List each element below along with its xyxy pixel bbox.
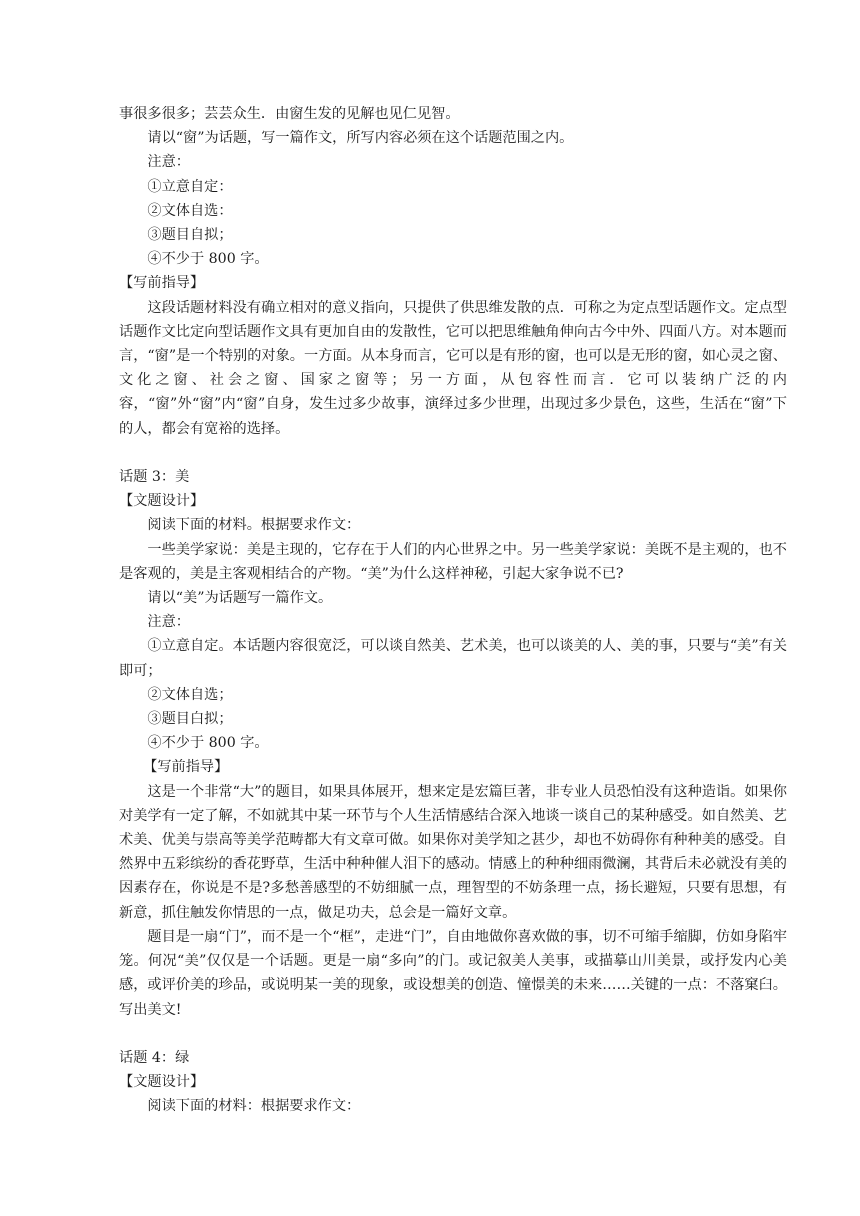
notice-item: ③题目自拟； [147, 227, 233, 244]
guide-paragraph: 这是一个非常“大”的题目，如果具体展开，想来定是宏篇巨著，非专业人员恐怕没有这种造诣。如果你对美学有一定了解，不如就其中某一环节与个人生活情感结合深入地谈一谈自己的某种感受。如自然美、艺术美、优美与崇高等美学范畴都大有文章可做。如果你对美学知之甚少，却也不妨碍你有种种美的感受。自然界中五彩缤纷的香花野草，生活中种种催人泪下的感动。情感上的种种细雨微澜，其背后未必就没有美的因素存在，你说是不是?多愁善感型的不妨细腻一点，理智型的不妨条理一点，扬长避短，只要有思想，有新意，抓住触发你情思的一点，做足功夫，总会是一篇好文章。 [119, 783, 787, 921]
spacer [119, 441, 787, 465]
topic-title: 话题 3：美 [119, 469, 190, 486]
notice-item: ④不少于 800 字。 [147, 735, 269, 752]
design-heading: 【文题设计】 [119, 1074, 205, 1091]
continued-line: 事很多很多；芸芸众生．由窗生发的见解也见仁见智。 [119, 106, 460, 122]
guide-heading: 【写前指导】 [119, 275, 205, 292]
notice-item: ①立意自定。本话题内容很宽泛，可以谈自然美、艺术美，也可以谈美的人、美的事，只要与“美”有关即可； [119, 638, 787, 679]
instruction: 阅读下面的材料。根据要求作文： [147, 517, 361, 534]
guide-paragraph: 这段话题材料没有确立相对的意义指向，只提供了供思维发散的点．可称之为定点型话题作文。定点型话题作文比定向型话题作文具有更加自由的发散性，它可以把思维触角伸向古今中外、四面八方。对本题而言，“窗”是一个特别的对象。一方面。从本身而言，它可以是有形的窗，也可以是无形的窗，如心灵之窗、文化之窗、社会之窗、国家之窗等；另一方面，从包容性而言．它可以装纳广泛的内容，“窗”外“窗”内“窗”自身，发生过多少故事，演绎过多少世理，出现过多少景色，这些，生活在“窗”下的人，都会有宽裕的选择。 [119, 299, 787, 437]
notice-item: ①立意自定： [147, 178, 233, 195]
writing-prompt: 请以“美”为话题写一篇作文。 [147, 590, 333, 607]
notice-item: ③题目白拟； [147, 711, 233, 728]
notice-item: ④不少于 800 字。 [147, 251, 269, 268]
notice-item: ②文体自选； [147, 686, 233, 703]
notice-label: 注意： [147, 154, 190, 171]
instruction: 阅读下面的材料：根据要求作文： [147, 1098, 361, 1115]
design-heading: 【文题设计】 [119, 493, 205, 510]
spacer [119, 1022, 787, 1046]
guide-paragraph: 题目是一扇“门”，而不是一个“框”，走进“门”，自由地做你喜欢做的事，切不可缩手缩脚，仿如身陷牢笼。何况“美”仅仅是一个话题。更是一扇“多向”的门。或记叙美人美事，或描摹山川美景，或抒发内心美感，或评价美的珍品，或说明某一美的现象，或设想美的创造、憧憬美的未来……关键的一点：不落窠臼。写出美文! [119, 928, 787, 1018]
document-body [119, 102, 787, 1119]
notice-item: ②文体自选： [147, 202, 233, 219]
topic-title: 话题 4：绿 [119, 1049, 190, 1066]
notice-label: 注意： [147, 614, 190, 631]
guide-heading: 【写前指导】 [143, 759, 229, 776]
writing-prompt: 请以“窗”为话题，写一篇作文，所写内容必须在这个话题范围之内。 [147, 130, 574, 147]
material-paragraph: 一些美学家说：美是主现的，它存在于人们的内心世界之中。另一些美学家说：美既不是主观的，也不是客观的，美是主客观相结合的产物。“美”为什么这样神秘，引起大家争说不已? [119, 541, 787, 582]
